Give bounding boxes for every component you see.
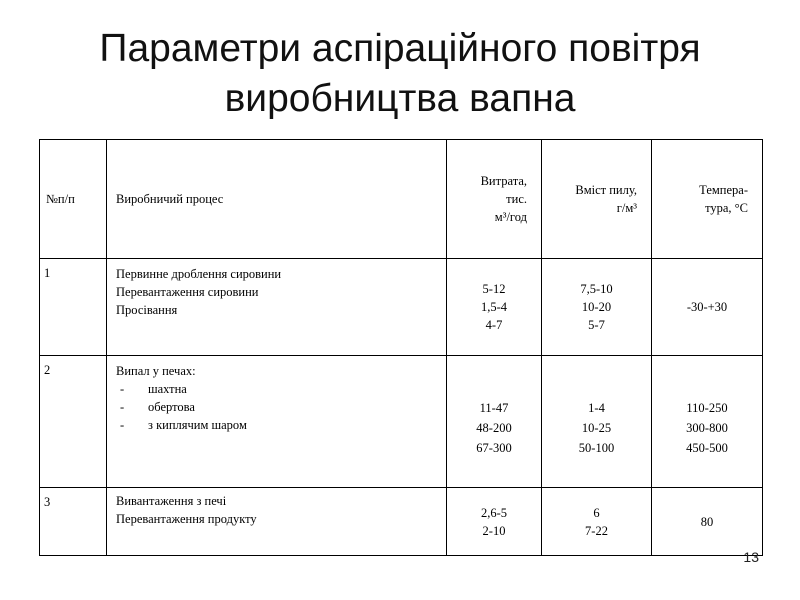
row-num: 1	[40, 259, 107, 356]
dust-value: 50-100	[578, 440, 615, 455]
row-process	[107, 259, 447, 356]
dust-value: 7-22	[585, 523, 608, 538]
row-dust	[542, 488, 652, 556]
temp-value: 110-250	[686, 400, 728, 415]
dust-value: 10-20	[581, 300, 612, 314]
process-line: Вивантаження з печі	[116, 494, 227, 508]
row-process	[107, 488, 447, 556]
row-dust	[542, 356, 652, 488]
flow-value: 1,5-4	[480, 300, 508, 314]
dash-bullet: -	[120, 400, 125, 414]
flow-value: 4-7	[485, 318, 503, 332]
row-temp	[652, 488, 763, 556]
dust-value: 1-4	[588, 400, 605, 415]
header-flow	[447, 140, 542, 259]
dust-value: 7,5-10	[580, 282, 613, 296]
temp-value: 450-500	[686, 440, 728, 455]
flow-value: 48-200	[476, 420, 512, 435]
process-item-label: обертова	[148, 400, 195, 414]
slide-title-line-2: виробництва вапна	[224, 77, 576, 120]
table-row	[40, 488, 763, 556]
dust-value: 6	[593, 505, 600, 520]
header-flow-line: Витрата,	[480, 174, 527, 188]
process-line: Перевантаження продукту	[116, 512, 257, 526]
header-num: №п/п	[40, 140, 107, 259]
header-temp	[652, 140, 763, 259]
temp-value: 80	[700, 514, 714, 529]
dash-bullet: -	[120, 382, 125, 396]
row-num: 3	[40, 488, 107, 556]
temp-value: 300-800	[686, 420, 728, 435]
row-process	[107, 356, 447, 488]
parameters-table	[39, 139, 763, 556]
header-flow-line: м³/год	[494, 210, 527, 224]
header-dust-line: Вміст пилу,	[575, 183, 637, 197]
process-list-item	[116, 416, 446, 434]
process-line: Перевантаження сировини	[116, 285, 259, 299]
header-temp-line: Темпера-	[699, 183, 748, 197]
flow-value: 67-300	[476, 440, 512, 455]
dash-bullet: -	[120, 418, 125, 432]
row-flow	[447, 356, 542, 488]
flow-value: 2-10	[482, 523, 506, 538]
flow-value: 11-47	[479, 400, 509, 415]
dust-value: 5-7	[588, 318, 605, 332]
table-row	[40, 259, 763, 356]
temp-value: -30-+30	[686, 300, 728, 314]
header-flow-line: тис.	[506, 192, 527, 206]
process-item-label: шахтна	[148, 382, 187, 396]
header-process: Виробничий процес	[107, 140, 447, 259]
header-temp-line: тура, °С	[705, 201, 748, 215]
table-row	[40, 356, 763, 488]
header-dust	[542, 140, 652, 259]
slide-title	[0, 24, 800, 124]
row-flow	[447, 259, 542, 356]
row-flow	[447, 488, 542, 556]
slide-title-line-1: Параметри аспіраційного повітря	[99, 27, 701, 70]
flow-value: 2,6-5	[480, 505, 508, 520]
header-dust-line: г/м³	[616, 201, 637, 215]
page-number: 13	[743, 549, 759, 565]
process-item-label: з киплячим шаром	[148, 418, 247, 432]
dust-value: 10-25	[581, 420, 612, 435]
process-list-item	[116, 380, 446, 398]
flow-value: 5-12	[482, 282, 506, 296]
table-header-row	[40, 140, 763, 259]
row-temp	[652, 259, 763, 356]
row-dust	[542, 259, 652, 356]
row-num: 2	[40, 356, 107, 488]
process-line: Просівання	[116, 303, 178, 317]
process-list-item	[116, 398, 446, 416]
row-temp	[652, 356, 763, 488]
process-line: Первинне дроблення сировини	[116, 267, 282, 281]
process-line: Випал у печах:	[116, 364, 196, 378]
